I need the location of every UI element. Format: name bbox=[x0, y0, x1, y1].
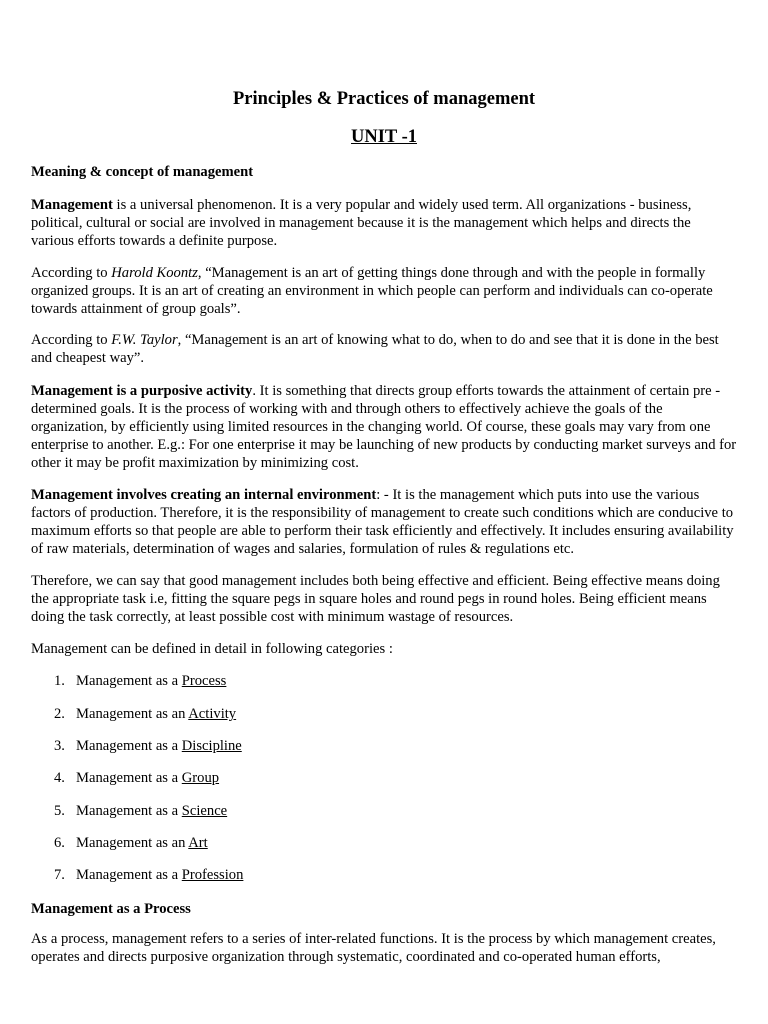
list-prefix: Management as a bbox=[76, 803, 182, 819]
list-number: 6. bbox=[54, 835, 65, 851]
paragraph-management-definition bbox=[31, 196, 737, 250]
list-prefix: Management as a bbox=[76, 673, 182, 689]
list-term: Art bbox=[188, 835, 208, 851]
list-term: Science bbox=[181, 803, 228, 819]
paragraph-effective-efficient: Therefore, we can say that good management includes both being effective and efficient. Being effective means doing the appropriate task i.e, fitting the square pegs in square holes and round pegs in round holes. Being efficient means doing the task correctly, at least possible cost with minimum wastage of resources. bbox=[31, 573, 720, 625]
paragraph-bold-lead: Management is a purposive activity bbox=[31, 383, 253, 399]
paragraph-text: , “Management is an art of getting things done through and with the people in formally organized groups. It is an art of creating an environment in which people can perform and individuals can co-operate towards attainment of group goals”. bbox=[31, 265, 713, 317]
list-number: 2. bbox=[54, 706, 65, 722]
list-term: Group bbox=[181, 770, 220, 786]
list-item bbox=[54, 769, 654, 787]
list-number: 1. bbox=[54, 673, 65, 689]
list-prefix: Management as a bbox=[76, 770, 182, 786]
list-item bbox=[54, 802, 654, 820]
list-item bbox=[54, 737, 654, 755]
paragraph-koontz-quote bbox=[31, 264, 737, 318]
list-term: Discipline bbox=[181, 738, 242, 754]
author-name: Harold Koontz bbox=[111, 265, 198, 281]
paragraph-purposive-activity bbox=[31, 382, 737, 472]
list-prefix: Management as a bbox=[76, 738, 182, 754]
document-title: Principles & Practices of management bbox=[232, 89, 536, 109]
list-prefix: Management as an bbox=[76, 835, 189, 851]
unit-label: UNIT -1 bbox=[351, 127, 417, 147]
paragraph-text: . It is something that directs group efforts towards the attainment of certain pre - determined goals. It is the process of working with and through others to effectively achieve the goals of the organization, by efficiently using limited resources in the changing world. Of course, these goals may vary from one enterprise to another. E.g.: For one enterprise it may be launching of new products by conducting market surveys and for other it may be profit maximization by minimizing cost. bbox=[31, 383, 737, 471]
section-heading-meaning: Meaning & concept of management bbox=[31, 164, 254, 180]
list-item bbox=[54, 834, 654, 852]
paragraph-process: As a process, management refers to a series of inter-related functions. It is the process by which management creates, operates and directs purposive organization through systematic, coordinated and co-operated human efforts, bbox=[31, 931, 716, 965]
list-number: 5. bbox=[54, 803, 65, 819]
list-prefix: Management as an bbox=[76, 706, 189, 722]
paragraph-text: , “Management is an art of knowing what to do, when to do and see that it is done in the best and cheapest way”. bbox=[31, 332, 719, 366]
list-item bbox=[54, 705, 654, 723]
section-heading-process: Management as a Process bbox=[31, 901, 191, 917]
paragraph-bold-lead: Management bbox=[31, 197, 113, 213]
list-number: 3. bbox=[54, 738, 65, 754]
list-item bbox=[54, 672, 654, 690]
list-term: Activity bbox=[188, 706, 237, 722]
list-item bbox=[54, 866, 654, 884]
paragraph-taylor-quote bbox=[31, 331, 737, 367]
paragraph-lead: According to bbox=[31, 265, 112, 281]
author-name: F.W. Taylor bbox=[111, 332, 178, 348]
paragraph-text: is a universal phenomenon. It is a very popular and widely used term. All organizations - business, political, cultural or social are involved in management because it is the management which helps and directs the various efforts towards a definite purpose. bbox=[31, 197, 692, 249]
list-number: 7. bbox=[54, 867, 65, 883]
paragraph-lead: According to bbox=[31, 332, 112, 348]
list-prefix: Management as a bbox=[76, 867, 182, 883]
paragraph-text: : - It is the management which puts into use the various factors of production. Therefore, it is the responsibility of management to create such conditions which are conducive to maximum efforts so that people are able to perform their task efficiently and effectively. It includes ensuring availability of raw materials, determination of wages and salaries, formulation of rules & regulations etc. bbox=[31, 487, 734, 557]
paragraph-bold-lead: Management involves creating an internal environment bbox=[31, 487, 377, 503]
paragraph-internal-environment bbox=[31, 486, 737, 558]
list-term: Process bbox=[181, 673, 227, 689]
list-number: 4. bbox=[54, 770, 65, 786]
list-term: Profession bbox=[181, 867, 244, 883]
paragraph-categories-intro: Management can be defined in detail in following categories : bbox=[31, 641, 393, 657]
unit-heading bbox=[31, 126, 737, 148]
